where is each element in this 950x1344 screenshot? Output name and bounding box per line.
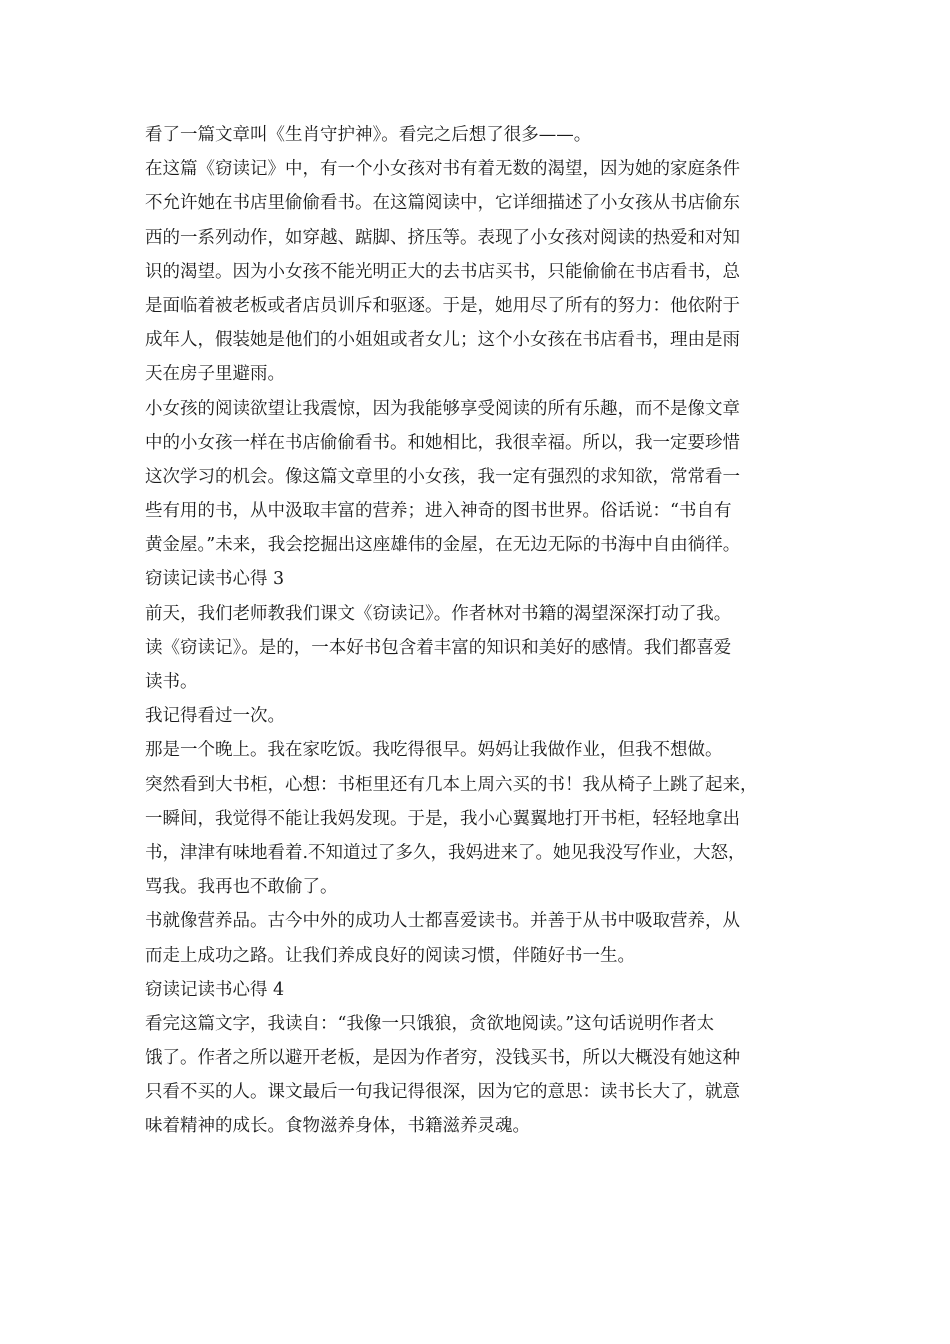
text-line: 看了一篇文章叫《生肖守护神》。看完之后想了很多——。 [145, 125, 592, 145]
text-line: 识的渴望。因为小女孩不能光明正大的去书店买书，只能偷偷在书店看书，总 [145, 261, 740, 282]
text-line: 饿了。作者之所以避开老板，是因为作者穷，没钱买书，所以大概没有她这种 [145, 1048, 740, 1069]
text-line: 小女孩的阅读欲望让我震惊，因为我能够享受阅读的所有乐趣，而不是像文章 [145, 398, 740, 419]
text-line: 是面临着被老板或者店员训斥和驱逐。于是，她用尽了所有的努力：他依附于 [145, 295, 740, 316]
text-line: 不允许她在书店里偷偷看书。在这篇阅读中，它详细描述了小女孩从书店偷东 [145, 193, 740, 214]
text-line: 天在房子里避雨。 [145, 364, 285, 385]
text-line: 黄金屋。”未来，我会挖掘出这座雄伟的金屋，在无边无际的书海中自由徜徉。 [145, 535, 741, 556]
document-body [145, 118, 810, 1144]
text-line: 在这篇《窃读记》中，有一个小女孩对书有着无数的渴望，因为她的家庭条件 [145, 159, 740, 180]
text-line: 味着精神的成长。食物滋养身体，书籍滋养灵魂。 [145, 1116, 530, 1137]
text-line: 只看不买的人。课文最后一句我记得很深，因为它的意思：读书长大了，就意 [145, 1082, 740, 1103]
text-line: 一瞬间，我觉得不能让我妈发现。于是，我小心翼翼地打开书柜，轻轻地拿出 [145, 808, 740, 829]
text-line: 读《窃读记》。是的，一本好书包含着丰富的知识和美好的感情。我们都喜爱 [145, 637, 732, 658]
text-line: 前天，我们老师教我们课文《窃读记》。作者林对书籍的渴望深深打动了我。 [145, 603, 732, 624]
text-line: 骂我。我再也不敢偷了。 [145, 877, 338, 898]
text-line: 读书。 [145, 672, 198, 692]
text-line: 西的一系列动作，如穿越、踮脚、挤压等。表现了小女孩对阅读的热爱和对知 [145, 227, 740, 248]
text-line: 我记得看过一次。 [145, 706, 285, 727]
text-line: 成年人，假装她是他们的小姐姐或者女儿；这个小女孩在书店看书，理由是雨 [145, 330, 740, 351]
text-line: 突然看到大书柜，心想：书柜里还有几本上周六买的书！我从椅子上跳了起来， [145, 774, 758, 795]
text-line: 书，津津有味地看着.不知道过了多久，我妈进来了。她见我没写作业，大怒， [145, 842, 746, 863]
section-heading: 窃读记读书心得 3 [145, 569, 285, 590]
text-line: 书就像营养品。古今中外的成功人士都喜爱读书。并善于从书中吸取营养，从 [145, 911, 740, 932]
text-line: 那是一个晚上。我在家吃饭。我吃得很早。妈妈让我做作业，但我不想做。 [145, 740, 723, 761]
text-line: 看完这篇文字，我读自：“我像一只饿狼，贪欲地阅读。”这句话说明作者太 [145, 1013, 715, 1034]
text-line: 些有用的书，从中汲取丰富的营养；进入神奇的图书世界。俗话说：“书自有 [145, 501, 732, 522]
text-line: 中的小女孩一样在书店偷偷看书。和她相比，我很幸福。所以，我一定要珍惜 [145, 432, 740, 453]
text-line: 而走上成功之路。让我们养成良好的阅读习惯，伴随好书一生。 [145, 945, 635, 966]
section-heading: 窃读记读书心得 4 [145, 979, 285, 1000]
text-line: 这次学习的机会。像这篇文章里的小女孩，我一定有强烈的求知欲，常常看一 [145, 466, 740, 487]
